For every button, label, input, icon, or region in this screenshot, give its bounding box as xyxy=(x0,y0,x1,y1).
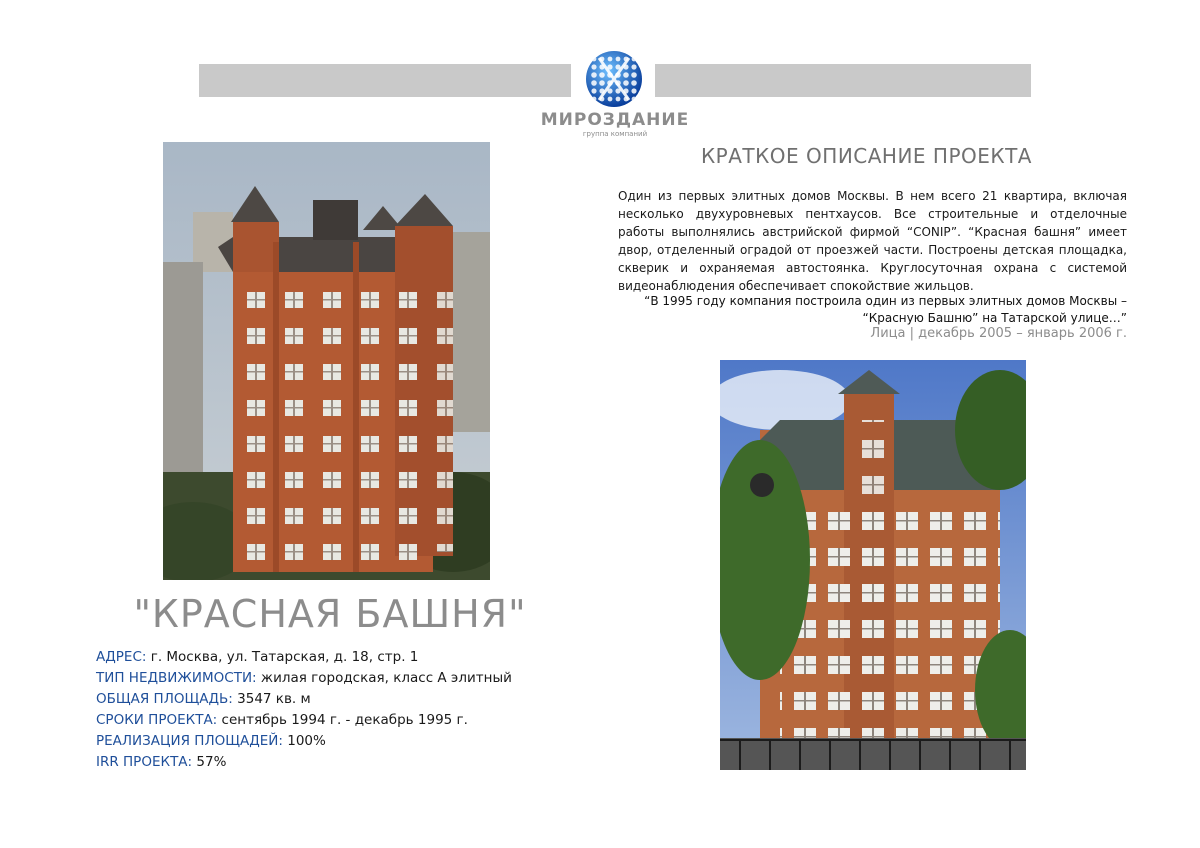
press-quote xyxy=(600,293,1127,327)
fact-irr: IRR ПРОЕКТА: 57% xyxy=(96,754,227,770)
project-facts xyxy=(96,647,566,773)
project-title: "КРАСНАЯ БАШНЯ" xyxy=(133,592,527,636)
header-band-left xyxy=(199,64,571,97)
brand-subtitle: группа компаний xyxy=(582,130,648,138)
quote-source: Лица | декабрь 2005 – январь 2006 г. xyxy=(870,326,1127,341)
building-photo-main xyxy=(163,142,490,580)
header-band-right xyxy=(655,64,1031,97)
fact-project-dates: СРОКИ ПРОЕКТА: сентябрь 1994 г. - декабрь 1995 г. xyxy=(96,712,468,728)
fact-property-type: ТИП НЕДВИЖИМОСТИ: жилая городская, класс А элитный xyxy=(96,670,512,686)
description-text: Один из первых элитных домов Москвы. В нем всего 21 квартира, включая несколько двухуровневых пентхаусов. Все строительные и отделочные работы выполнялись австрийской фирмой “CONIP”. “Красная башня” имеет двор, отделенный оградой от проезжей части. Построены детская площадка, скверик и охраняемая автостоянка. Круглосуточная охрана с системой видеонаблюдения обеспечивает спокойствие жильцов. xyxy=(618,189,1127,293)
quote-line-2: “Красную Башню” на Татарской улице…” xyxy=(862,311,1127,325)
description-title: КРАТКОЕ ОПИСАНИЕ ПРОЕКТА xyxy=(700,144,1032,168)
quote-line-1: “В 1995 году компания построила один из первых элитных домов Москвы – xyxy=(644,294,1127,308)
globe-logo-icon xyxy=(585,50,643,108)
brand-name: МИРОЗДАНИЕ xyxy=(540,110,690,130)
building-photo-street xyxy=(720,360,1026,770)
fact-sales: РЕАЛИЗАЦИЯ ПЛОЩАДЕЙ: 100% xyxy=(96,733,326,749)
fact-total-area: ОБЩАЯ ПЛОЩАДЬ: 3547 кв. м xyxy=(96,691,311,707)
fact-address: АДРЕС: г. Москва, ул. Татарская, д. 18, стр. 1 xyxy=(96,649,419,665)
